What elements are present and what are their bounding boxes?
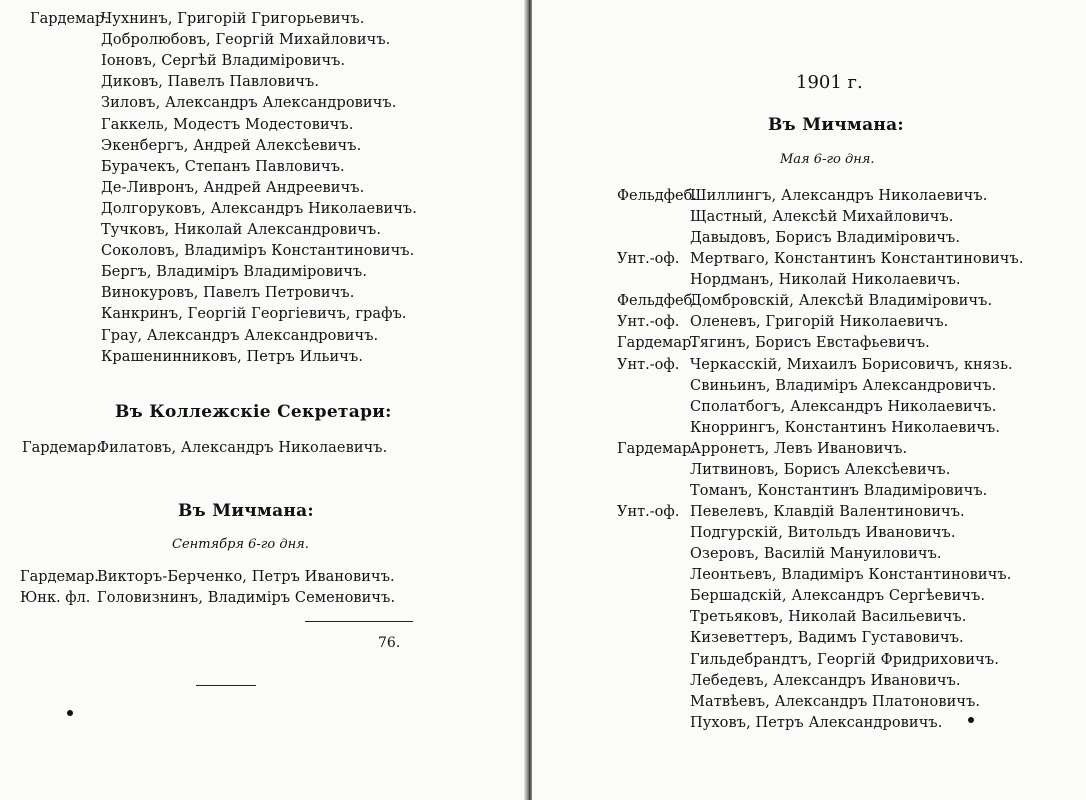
list-item	[532, 713, 1052, 734]
year-heading: 1901 г.	[796, 72, 863, 93]
entry-name: Свиньинъ, Владиміръ Александровичъ.	[690, 377, 997, 394]
entry-name: Нордманъ, Николай Николаевичъ.	[690, 272, 961, 289]
entry-rank: Гардемар.	[30, 11, 109, 27]
entry-name: Бергъ, Владиміръ Владиміровичъ.	[101, 264, 368, 281]
entry-name: Литвиновъ, Борисъ Алексѣевичъ.	[690, 461, 951, 478]
list-item	[0, 30, 520, 51]
list-item	[532, 355, 1052, 376]
list-item	[532, 460, 1052, 481]
ink-mark	[968, 717, 974, 723]
entry-rank: Юнк. фл.	[20, 590, 91, 606]
entry-name: Филатовъ, Александръ Николаевичъ.	[97, 440, 388, 456]
list-item	[532, 207, 1052, 228]
list-item	[0, 262, 520, 283]
list-item	[532, 565, 1052, 586]
list-item	[0, 136, 520, 157]
list-item	[532, 502, 1052, 523]
entry-name: Леонтьевъ, Владиміръ Константиновичъ.	[690, 567, 1012, 584]
entry-name: Тягинъ, Борисъ Евстафьевичъ.	[690, 335, 930, 352]
entry-name: Экенбергъ, Андрей Алексѣевичъ.	[101, 137, 362, 154]
subhead-date-left: Сентября 6-го дня.	[172, 537, 309, 552]
list-item	[0, 220, 520, 241]
page-number: 76.	[378, 635, 401, 651]
list-item	[0, 567, 520, 588]
entry-name: Шиллингъ, Александръ Николаевичъ.	[690, 188, 988, 204]
entry-name: Оленевъ, Григорій Николаевичъ.	[690, 314, 949, 331]
list-item	[0, 93, 520, 114]
list-item	[532, 270, 1052, 291]
entry-name: Домбровскій, Алексѣй Владиміровичъ.	[690, 293, 993, 310]
list-item	[532, 481, 1052, 502]
list-item	[532, 544, 1052, 565]
list-item	[0, 283, 520, 304]
list-item	[0, 51, 520, 72]
entry-name: Подгурскій, Витольдъ Ивановичъ.	[690, 525, 956, 542]
list-item	[532, 291, 1052, 312]
entry-name: Кизеветтеръ, Вадимъ Густавовичъ.	[690, 630, 964, 647]
entry-rank: Гардемар.	[22, 440, 101, 456]
list-item	[532, 333, 1052, 354]
list-item	[0, 157, 520, 178]
entry-name: Кноррингъ, Константинъ Николаевичъ.	[690, 419, 1001, 436]
heading-michman-left: Въ Мичмана:	[178, 501, 315, 521]
entry-name: Давыдовъ, Борисъ Владиміровичъ.	[690, 230, 961, 247]
rule-short	[196, 685, 256, 686]
ink-mark	[67, 710, 73, 716]
list-item	[532, 523, 1052, 544]
list-item	[532, 397, 1052, 418]
entry-name: Бурачекъ, Степанъ Павловичъ.	[101, 158, 345, 175]
list-item	[532, 186, 1052, 207]
heading-michman-right: Въ Мичмана:	[768, 115, 905, 135]
entry-name: Долгоруковъ, Александръ Николаевичъ.	[101, 200, 417, 217]
list-item	[0, 199, 520, 220]
entry-name: Томанъ, Константинъ Владиміровичъ.	[690, 482, 988, 499]
list-item	[532, 228, 1052, 249]
list-item	[0, 178, 520, 199]
entry-name: Головизнинъ, Владиміръ Семеновичъ.	[97, 590, 396, 606]
entry-name: Де-Ливронъ, Андрей Андреевичъ.	[101, 179, 365, 196]
secretary-entry	[0, 438, 520, 459]
entry-name: Пуховъ, Петръ Александровичъ.	[690, 714, 943, 731]
list-item	[532, 692, 1052, 713]
entry-name: Винокуровъ, Павелъ Петровичъ.	[101, 285, 355, 302]
entry-name: Гильдебрандтъ, Георгій Фридриховичъ.	[690, 651, 999, 668]
list-item	[0, 9, 520, 30]
entry-name: Гаккель, Модестъ Модестовичъ.	[101, 116, 354, 133]
list-item	[532, 586, 1052, 607]
list-item	[0, 115, 520, 136]
entry-name: Зиловъ, Александръ Александровичъ.	[101, 95, 397, 112]
entry-name: Третьяковъ, Николай Васильевичъ.	[690, 609, 967, 626]
entry-name: Викторъ-Берченко, Петръ Ивановичъ.	[97, 569, 395, 585]
entry-name: Озеровъ, Василій Мануиловичъ.	[690, 546, 942, 563]
list-item	[532, 628, 1052, 649]
entry-name: Канкринъ, Георгій Георгіевичъ, графъ.	[101, 306, 407, 323]
entry-name: Крашенинниковъ, Петръ Ильичъ.	[101, 348, 364, 365]
left-page	[0, 0, 526, 800]
list-item	[532, 249, 1052, 270]
list-item	[532, 312, 1052, 333]
entry-rank: Фельдфеб.	[617, 188, 697, 204]
entry-name: Лебедевъ, Александръ Ивановичъ.	[690, 672, 961, 689]
rule-divider	[305, 621, 413, 622]
entry-rank: Унт.-оф.	[617, 356, 680, 373]
subhead-date-right: Мая 6-го дня.	[780, 152, 875, 167]
list-item	[0, 72, 520, 93]
entry-name: Диковъ, Павелъ Павловичъ.	[101, 74, 320, 91]
entry-name: Мертваго, Константинъ Константиновичъ.	[690, 251, 1024, 268]
entry-rank: Гардемар.	[617, 335, 696, 352]
entry-name: Арронетъ, Левъ Ивановичъ.	[690, 440, 908, 457]
heading-collegiate-secretaries: Въ Коллежскіе Секретари:	[115, 402, 392, 422]
entry-name: Бершадскій, Александръ Сергѣевичъ.	[690, 588, 986, 605]
list-item	[532, 671, 1052, 692]
entry-rank: Гардемар.	[617, 440, 696, 457]
entry-name: Чухнинъ, Григорій Григорьевичъ.	[101, 11, 365, 27]
right-page	[532, 0, 1086, 800]
list-item	[0, 241, 520, 262]
entry-rank: Гардемар.	[20, 569, 99, 585]
entry-rank: Фельдфеб.	[617, 293, 697, 310]
entry-name: Сполатбогъ, Александръ Николаевичъ.	[690, 398, 997, 415]
entry-name: Соколовъ, Владиміръ Константиновичъ.	[101, 243, 415, 260]
entry-name: Певелевъ, Клавдій Валентиновичъ.	[690, 504, 965, 521]
list-item	[0, 347, 520, 368]
entry-name: Добролюбовъ, Георгій Михайловичъ.	[101, 32, 391, 49]
entry-name: Матвѣевъ, Александръ Платоновичъ.	[690, 693, 981, 710]
entry-name: Іоновъ, Сергѣй Владиміровичъ.	[101, 53, 346, 70]
list-item	[532, 607, 1052, 628]
entry-name: Щастный, Алексѣй Михайловичъ.	[690, 209, 954, 226]
list-item	[532, 376, 1052, 397]
entry-rank: Унт.-оф.	[617, 314, 680, 331]
entry-rank: Унт.-оф.	[617, 251, 680, 268]
entry-name: Тучковъ, Николай Александровичъ.	[101, 222, 382, 238]
entry-name: Грау, Александръ Александровичъ.	[101, 327, 379, 344]
entry-rank: Унт.-оф.	[617, 504, 680, 521]
list-item	[0, 588, 520, 609]
list-item	[0, 304, 520, 325]
entry-name: Черкасскій, Михаилъ Борисовичъ, князь.	[690, 356, 1013, 373]
list-item	[0, 326, 520, 347]
list-item	[532, 650, 1052, 671]
list-item	[532, 418, 1052, 439]
list-item	[532, 439, 1052, 460]
